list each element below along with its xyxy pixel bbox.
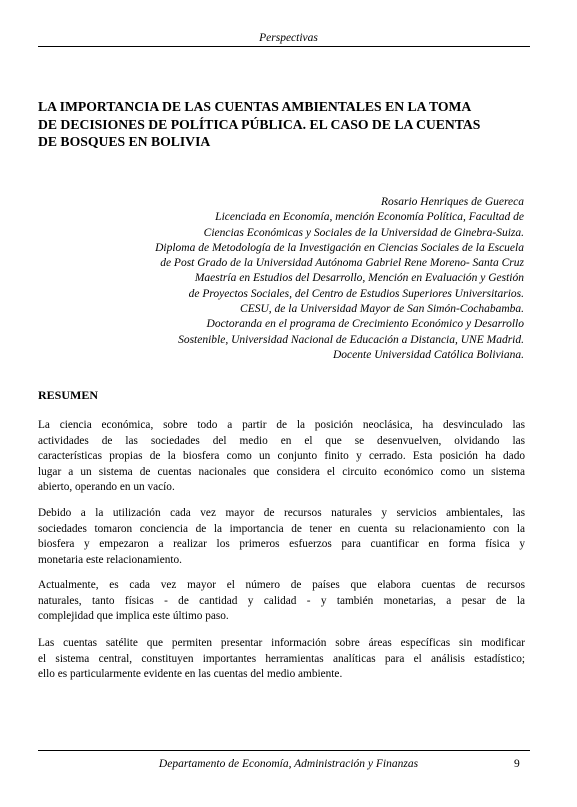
text-line: biosfera y empezaron a realizar los primeros esfuerzos para cuantificar en forma física y — [38, 538, 525, 551]
header-rule — [38, 46, 530, 47]
title-line: DE BOSQUES EN BOLIVIA — [38, 134, 211, 149]
author-credential-line: Ciencias Económicas y Sociales de la Universidad de Ginebra-Suiza. — [203, 226, 524, 239]
text-line: sociedades tomaron conciencia de la importancia de tener en cuenta su relacionamiento con la — [38, 522, 525, 535]
author-credential-line: Maestría en Estudios del Desarrollo, Mención en Evaluación y Gestión — [194, 272, 524, 285]
text-line: Actualmente, es cada vez mayor el número de países que elabora cuentas de recursos — [38, 579, 525, 591]
text-line: naturales, tanto físicas - de cantidad y calidad - y también monetarias, a pesar de la — [38, 594, 525, 607]
text-line: características propias de la biosfera como un conjunto finito y cerrado. Esta posición ha dado — [38, 450, 525, 463]
footer-department: Departamento de Economía, Administración y Finanzas — [158, 758, 419, 770]
text-line: el sistema central, constituyen importantes herramientas analíticas para el análisis estadístico; — [38, 652, 525, 665]
paragraph — [38, 506, 525, 568]
running-header: Perspectivas — [259, 32, 318, 44]
author-credential-line: Doctoranda en el programa de Crecimiento Económico y Desarrollo — [206, 318, 524, 331]
author-credential-line: CESU, de la Universidad Mayor de San Simón-Cochabamba. — [240, 303, 524, 316]
title-line: DE DECISIONES DE POLÍTICA PÚBLICA. EL CASO DE LA CUENTAS — [38, 116, 481, 132]
section-heading: RESUMEN — [38, 388, 99, 402]
text-line: lugar a un sistema de cuentas nacionales que considera el circuito económico como un sistema — [38, 465, 525, 478]
author-credential-line: Licenciada en Economía, mención Economía Política, Facultad de — [215, 211, 524, 224]
text-line: complejidad que implica este último paso. — [38, 610, 229, 623]
text-line: abierto, operando en un vacío. — [38, 481, 175, 494]
text-line: Debido a la utilización cada vez mayor de recursos naturales y servicios ambientales, las — [38, 507, 525, 519]
text-line: Las cuentas satélite que permiten presentar información sobre áreas específicas sin modificar — [38, 637, 525, 649]
text-line: La ciencia económica, sobre todo a partir de la posición neoclásica, ha desvinculado las — [38, 419, 525, 431]
author-credential-line: Sostenible, Universidad Nacional de Educación a Distancia, UNE Madrid. — [178, 333, 524, 346]
author-credential-line: de Post Grado de la Universidad Autónoma Gabriel Rene Moreno- Santa Cruz — [160, 257, 524, 270]
title-line: LA IMPORTANCIA DE LAS CUENTAS AMBIENTALES EN LA TOMA — [38, 99, 472, 114]
author-credential-line: Docente Universidad Católica Boliviana. — [333, 348, 524, 361]
author-block — [60, 195, 524, 363]
page-number: 9 — [514, 758, 520, 770]
paragraph — [38, 578, 525, 625]
paragraph — [38, 418, 525, 496]
paragraph — [38, 636, 525, 683]
author-name: Rosario Henriques de Guereca — [381, 196, 524, 208]
document-title — [38, 98, 530, 151]
text-line: monetaria este relacionamiento. — [38, 553, 182, 566]
author-credential-line: de Proyectos Sociales, del Centro de Estudios Superiores Universitarios. — [188, 287, 524, 300]
footer-rule — [38, 750, 530, 751]
text-line: ello es particularmente evidente en las cuentas del medio ambiente. — [38, 668, 343, 681]
text-line: actividades de las sociedades del medio en el que se desenvuelven, olvidando las — [38, 434, 525, 447]
author-credential-line: Diploma de Metodología de la Investigación en Ciencias Sociales de la Escuela — [155, 241, 524, 254]
